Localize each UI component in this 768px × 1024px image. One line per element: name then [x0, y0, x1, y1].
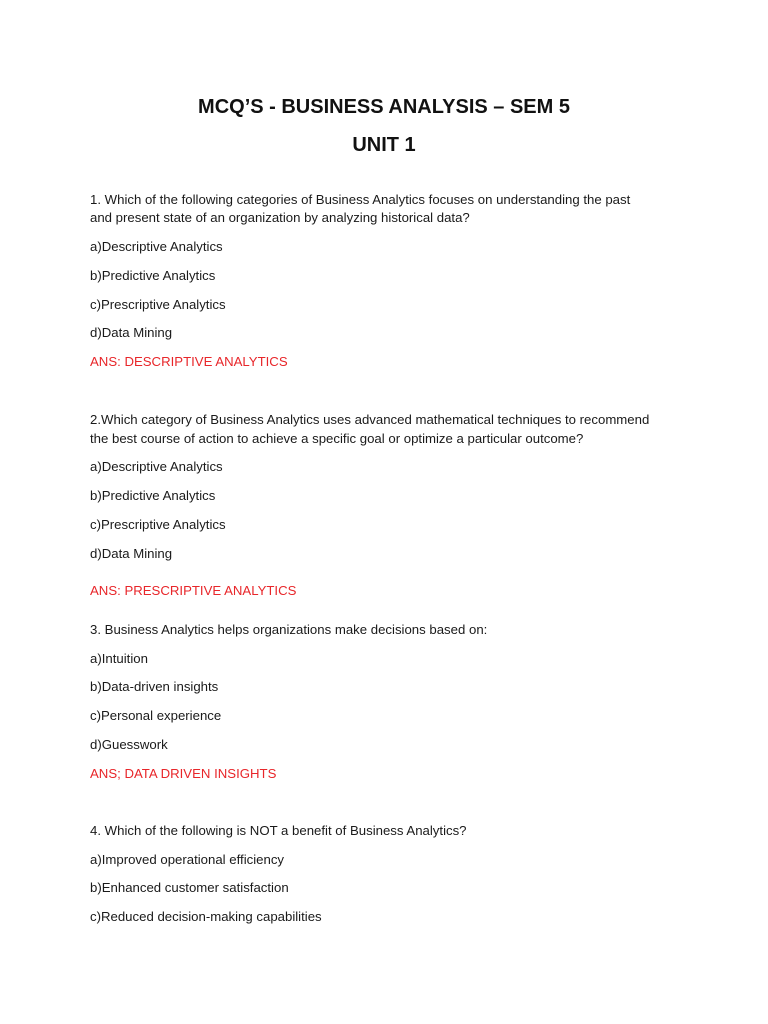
question-1-option-d: d)Data Mining: [90, 325, 173, 340]
document-subtitle: UNIT 1: [352, 134, 416, 156]
question-4-text-line-1: 4. Which of the following is NOT a benefit of Business Analytics?: [90, 823, 467, 838]
question-3-text-line-1: 3. Business Analytics helps organizations make decisions based on:: [90, 622, 488, 637]
question-2-option-a: a)Descriptive Analytics: [90, 459, 223, 474]
question-4-option-c: c)Reduced decision-making capabilities: [90, 909, 322, 924]
question-1-option-a: a)Descriptive Analytics: [90, 239, 223, 254]
question-2-option-c: c)Prescriptive Analytics: [90, 517, 226, 532]
question-1-answer: ANS: DESCRIPTIVE ANALYTICS: [90, 354, 288, 369]
question-2-option-b: b)Predictive Analytics: [90, 488, 216, 503]
question-1-text-line-1: 1. Which of the following categories of Business Analytics focuses on understanding the past: [90, 192, 631, 207]
question-2-answer: ANS: PRESCRIPTIVE ANALYTICS: [90, 583, 297, 598]
question-1-text-line-2: and present state of an organization by analyzing historical data?: [90, 210, 470, 225]
question-4-option-b: b)Enhanced customer satisfaction: [90, 880, 289, 895]
question-2-text-line-2: the best course of action to achieve a specific goal or optimize a particular outcome?: [90, 431, 584, 446]
question-1-option-c: c)Prescriptive Analytics: [90, 297, 226, 312]
question-4-option-a: a)Improved operational efficiency: [90, 852, 285, 867]
question-2-option-d: d)Data Mining: [90, 546, 173, 561]
question-2-text-line-1: 2.Which category of Business Analytics uses advanced mathematical techniques to recommend: [90, 412, 650, 427]
document-title: MCQ’S - BUSINESS ANALYSIS – SEM 5: [198, 96, 570, 118]
question-3-option-d: d)Guesswork: [90, 737, 168, 752]
question-3-option-c: c)Personal experience: [90, 708, 222, 723]
question-1-option-b: b)Predictive Analytics: [90, 268, 216, 283]
question-3-option-b: b)Data-driven insights: [90, 679, 219, 694]
question-3-answer: ANS; DATA DRIVEN INSIGHTS: [90, 766, 277, 781]
question-3-option-a: a)Intuition: [90, 651, 148, 666]
